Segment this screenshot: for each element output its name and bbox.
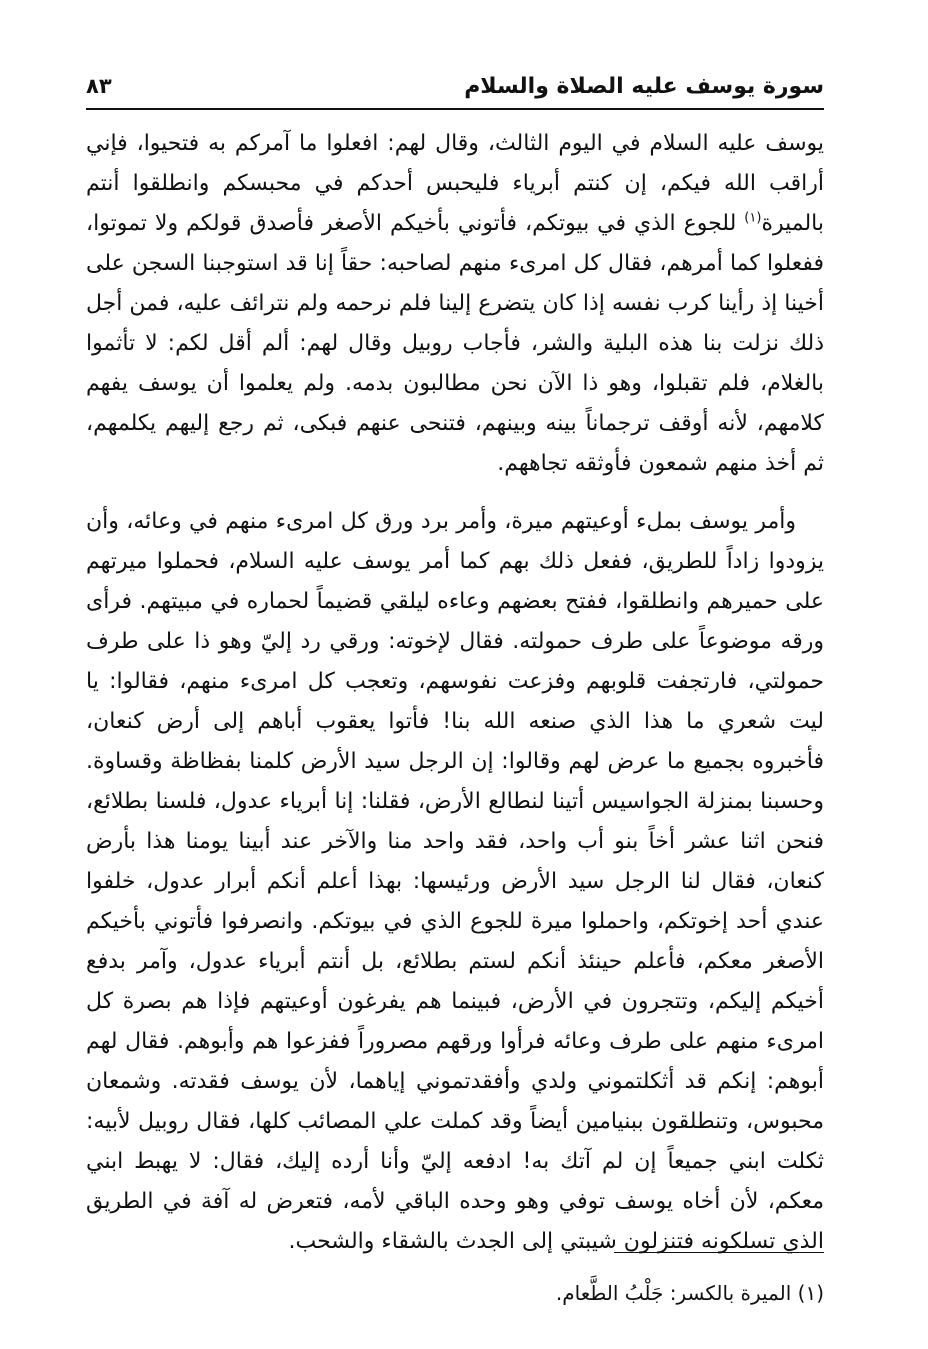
footnote: (١) الميرة بالكسر: جَلْبُ الطَّعام.: [555, 1281, 824, 1305]
footnote-divider: [614, 1252, 824, 1253]
page-number: ٨٣: [86, 74, 112, 98]
page-header: [86, 64, 824, 110]
paragraph-1: [86, 124, 824, 484]
paragraph-1-text-b: للجوع الذي في بيوتكم، فأتوني بأخيكم الأصغر فأصدق قولكم ولا تموتوا، ففعلوا كما أمرهم، فقال كل امرىء منهم لصاحبه: حقاً إنا قد استوجبنا السجن على أخينا إذ رأينا كرب نفسه إذا كان يتضرع إلينا فلم نرحمه ولم نترائف عليه، فمن أجل ذلك نزلت بنا هذه البلية والشر، فأجاب روبيل وقال لهم: ألم أقل لكم: لا تأثموا بالغلام، فلم تقبلوا، وهو ذا الآن نحن مطالبون بدمه. ولم يعلموا أن يوسف يفهم كلامهم، لأنه أوقف ترجماناً بينه وبينهم، فتنحى عنهم فبكى، ثم رجع إليهم يكلمهم، ثم أخذ منهم شمعون فأوثقه تجاههم.: [86, 211, 824, 476]
paragraph-2: وأمر يوسف بملء أوعيتهم ميرة، وأمر برد ورق كل امرىء منهم في وعائه، وأن يزودوا زاداً للطريق، ففعل ذلك بهم كما أمر يوسف عليه السلام، فحملوا ميرتهم على حميرهم وانطلقوا، ففتح بعضهم وعاءه ليلقي قضيماً لحماره في مبيتهم. فرأى ورقه موضوعاً على طرف حمولته. فقال لإخوته: ورقي رد إليّ وهو ذا على طرف حمولتي، فارتجفت قلوبهم وفزعت نفوسهم، وتعجب كل امرىء منهم، فقالوا: يا ليت شعري ما هذا الذي صنعه الله بنا! فأتوا يعقوب أباهم إلى أرض كنعان، فأخبروه بجميع ما عرض لهم وقالوا: إن الرجل سيد الأرض كلمنا بفظاظة وقساوة. وحسبنا بمنزلة الجواسيس أتينا لنطالع الأرض، فقلنا: إنا أبرياء عدول، فلسنا بطلائع، فنحن اثنا عشر أخاً بنو أب واحد، فقد واحد منا والآخر عند أبينا يومنا هذا بأرض كنعان، فقال لنا الرجل سيد الأرض ورئيسها: بهذا أعلم أنكم أبرار عدول، خلفوا عندي أحد إخوتكم، واحملوا ميرة للجوع الذي في بيوتكم. وانصرفوا فأتوني بأخيكم الأصغر معكم، فأعلم حينئذ أنكم لستم بطلائع، بل أنتم أبرياء عدول، وآمر بدفع أخيكم إليكم، وتتجرون في الأرض، فبينما هم يفرغون أوعيتهم فإذا هم بصرة كل امرىء منهم على طرف وعائه فرأوا ورقهم مصروراً ففزعوا هم وأبوهم. فقال لهم أبوهم: إنكم قد أثكلتموني ولدي وأفقدتموني إياهما، لأن يوسف فقدته. وشمعان محبوس، وتنطلقون ببنيامين أيضاً وقد كملت علي المصائب كلها، فقال روبيل لأبيه: ثكلت ابني جميعاً إن لم آتك به! ادفعه إليّ وأنا أرده إليك، فقال: لا يهبط ابني معكم، لأن أخاه يوسف توفي وهو وحده الباقي لأمه، فتعرض له آفة في الطريق الذي تسلكونه فتنزلون شيبتي إلى الجدث بالشقاء والشحب.: [86, 509, 824, 1254]
paragraph-1-text-a: يوسف عليه السلام في اليوم الثالث، وقال لهم: افعلوا ما آمركم به فتحيوا، فإني أراقب الله فيكم، إن كنتم أبرياء فليحبس أحدكم في محبسكم وانطلقوا أنتم بالميرة: [86, 131, 824, 236]
footnote-reference: (١): [744, 210, 762, 226]
chapter-title: سورة يوسف عليه الصلاة والسلام: [464, 73, 824, 99]
main-text: [86, 124, 824, 1262]
